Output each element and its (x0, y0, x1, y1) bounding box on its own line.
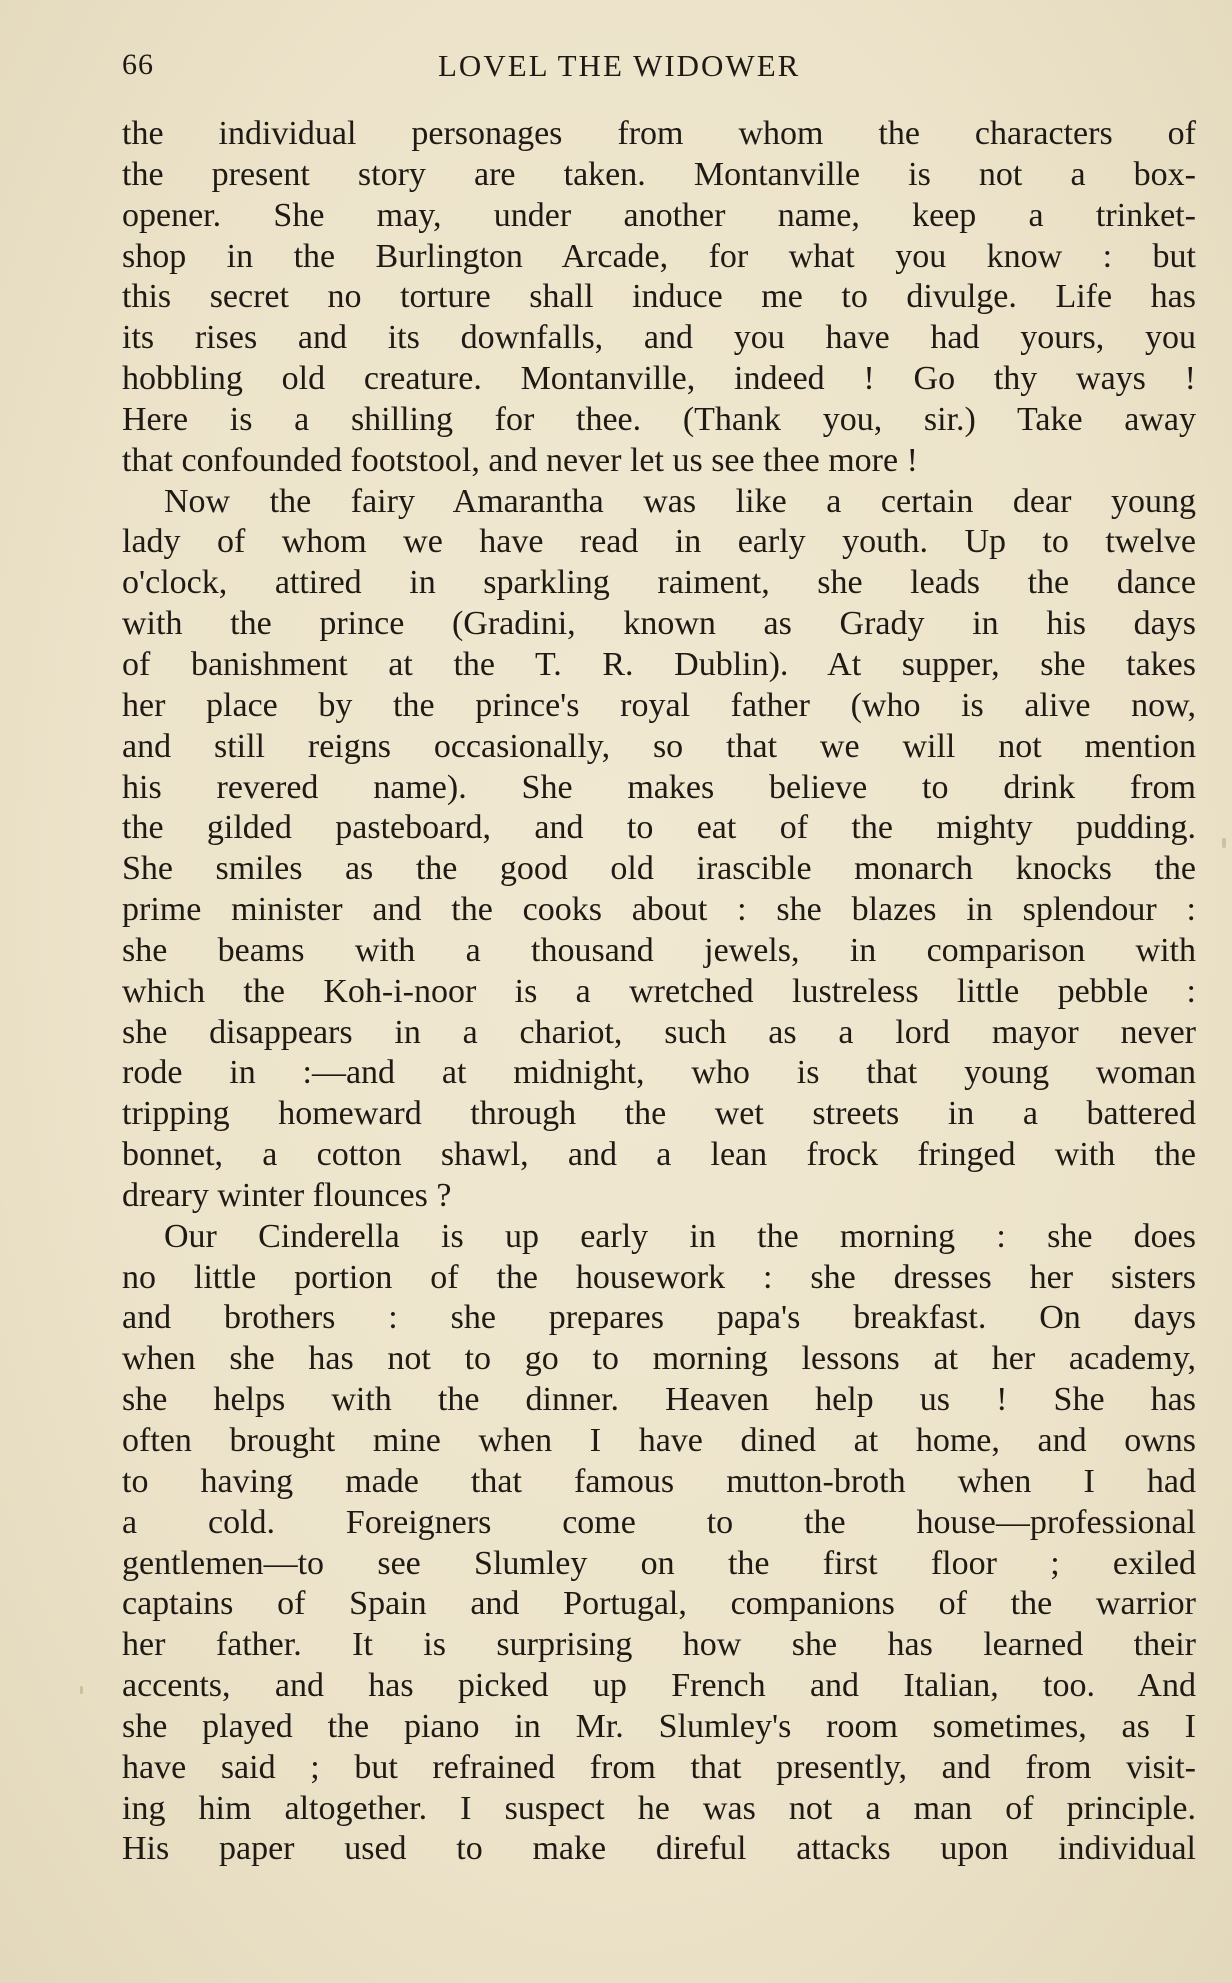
text-line: this secret no torture shall induce me to divulge. Life has (122, 278, 1196, 316)
text-line: her place by the prince's royal father (who is alive now, (122, 686, 1196, 724)
text-line: she helps with the dinner. Heaven help us ! She has (122, 1381, 1196, 1419)
text-line: its rises and its downfalls, and you have had yours, you (122, 319, 1196, 357)
text-line: with the prince (Gradini, known as Grady in his days (122, 605, 1196, 643)
text-line: she disappears in a chariot, such as a lord mayor never (122, 1013, 1196, 1051)
text-line: Here is a shilling for thee. (Thank you, sir.) Take away (122, 400, 1196, 438)
text-line: accents, and has picked up French and Italian, too. And (122, 1667, 1196, 1705)
page-number: 66 (122, 48, 154, 81)
text-line: tripping homeward through the wet streets in a battered (122, 1095, 1196, 1133)
text-line: bonnet, a cotton shawl, and a lean frock fringed with the (122, 1136, 1196, 1174)
text-line: rode in :—and at midnight, who is that young woman (122, 1054, 1196, 1092)
text-line: His paper used to make direful attacks upon individual (122, 1830, 1196, 1868)
text-line: the present story are taken. Montanville is not a box- (122, 155, 1196, 193)
text-line: the gilded pasteboard, and to eat of the mighty pudding. (122, 809, 1196, 847)
text-line: she beams with a thousand jewels, in comparison with (122, 931, 1196, 969)
paper-speck (1222, 838, 1226, 848)
text-line: of banishment at the T. R. Dublin). At supper, she takes (122, 645, 1196, 683)
text-line: lady of whom we have read in early youth. Up to twelve (122, 523, 1196, 561)
text-line: and brothers : she prepares papa's breakfast. On days (122, 1299, 1196, 1337)
text-line: shop in the Burlington Arcade, for what you know : but (122, 237, 1196, 275)
page-header (122, 48, 1192, 92)
text-line: captains of Spain and Portugal, companions of the warrior (122, 1585, 1196, 1623)
text-line: ing him altogether. I suspect he was not a man of principle. (122, 1789, 1196, 1827)
text-line: that confounded footstool, and never let us see thee more ! (122, 441, 918, 479)
text-line: o'clock, attired in sparkling raiment, she leads the dance (122, 564, 1196, 602)
text-line: opener. She may, under another name, keep a trinket- (122, 196, 1196, 234)
text-line: no little portion of the housework : she dresses her sisters (122, 1258, 1196, 1296)
text-line: her father. It is surprising how she has learned their (122, 1626, 1196, 1664)
text-line: often brought mine when I have dined at home, and owns (122, 1422, 1196, 1459)
text-line: have said ; but refrained from that presently, and from visit- (122, 1748, 1196, 1786)
text-line: the individual personages from whom the characters of (122, 115, 1196, 152)
paragraph-first-line: Our Cinderella is up early in the morning : she does (164, 1217, 1196, 1255)
text-line: which the Koh-i-noor is a wretched lustreless little pebble : (122, 972, 1196, 1010)
text-line: his revered name). She makes believe to drink from (122, 768, 1196, 806)
text-line: she played the piano in Mr. Slumley's room sometimes, as I (122, 1707, 1196, 1745)
text-line: gentlemen—to see Slumley on the first floor ; exiled (122, 1544, 1196, 1582)
text-line: prime minister and the cooks about : she blazes in splendour : (122, 891, 1196, 929)
running-title: LOVEL THE WIDOWER (438, 48, 801, 83)
text-line: hobbling old creature. Montanville, indeed ! Go thy ways ! (122, 360, 1196, 398)
text-line: and still reigns occasionally, so that we will not mention (122, 727, 1196, 765)
text-line: to having made that famous mutton-broth when I had (122, 1462, 1196, 1500)
paragraph-first-line: Now the fairy Amarantha was like a certain dear young (164, 482, 1196, 520)
text-line: dreary winter flounces ? (122, 1176, 452, 1214)
paper-speck (80, 1686, 83, 1694)
text-line: when she has not to go to morning lessons at her academy, (122, 1340, 1196, 1378)
text-line: She smiles as the good old irascible monarch knocks the (122, 850, 1196, 888)
body-text (122, 114, 1196, 1870)
text-line: a cold. Foreigners come to the house—professional (122, 1503, 1196, 1541)
